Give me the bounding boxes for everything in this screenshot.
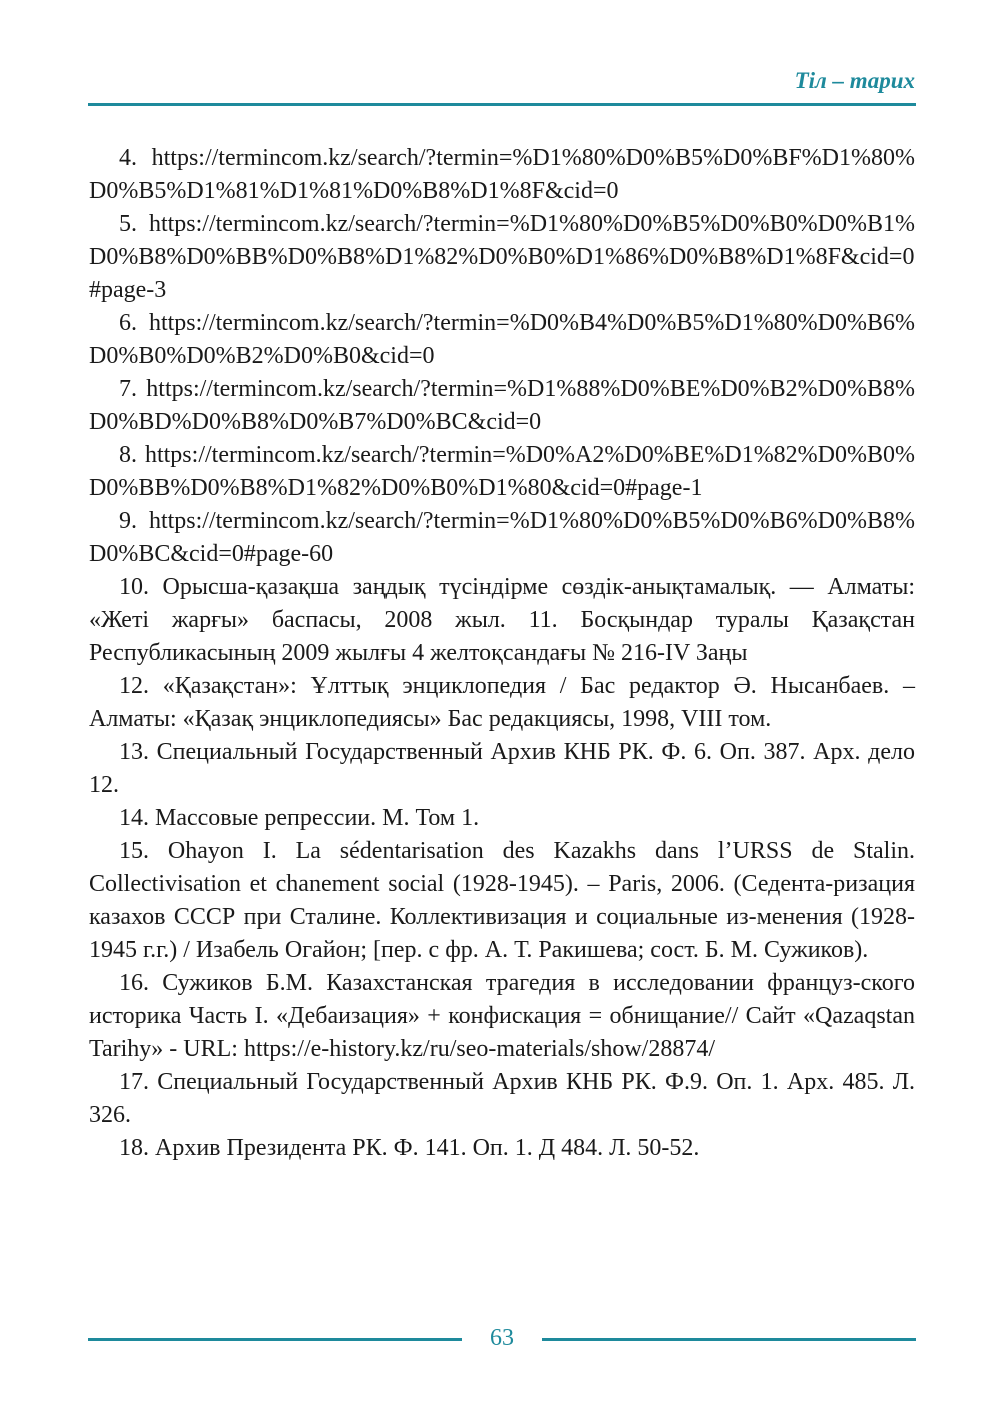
reference-item-18: 18. Архив Президента РК. Ф. 141. Оп. 1. Д 484. Л. 50-52. xyxy=(119,1135,700,1161)
reference-item-10: 10. Орысша-қазақша заңдық түсіндірме сөздік-анықтамалық. — Алматы: «Жеті жарғы» баспасы, 2008 жыл. 11. Босқындар туралы Қазақстан Республикасының 2009 жылғы 4 желтоқсандағы № 216-IV Заңы xyxy=(89,574,915,666)
reference-list xyxy=(89,142,915,1165)
reference-item-12: 12. «Қазақстан»: Ұлттық энциклопедия / Бас редактор Ә. Нысанбаев. – Алматы: «Қазақ энциклопедиясы» Бас редакциясы, 1998, VIII том. xyxy=(89,673,915,732)
footer-divider-right xyxy=(542,1338,916,1341)
reference-item-8: 8. https://termincom.kz/search/?termin=%D0%A2%D0%BE%D1%82%D0%B0%D0%BB%D0%B8%D1%82%D0%B0%D1%80&cid=0#page-1 xyxy=(89,442,915,501)
reference-item-17: 17. Специальный Государственный Архив КНБ РК. Ф.9. Оп. 1. Арх. 485. Л. 326. xyxy=(89,1069,915,1128)
reference-item-4: 4. https://termincom.kz/search/?termin=%D1%80%D0%B5%D0%BF%D1%80%D0%B5%D1%81%D1%81%D0%B8%D1%8F&cid=0 xyxy=(89,145,915,204)
reference-item-13: 13. Специальный Государственный Архив КНБ РК. Ф. 6. Оп. 387. Арх. дело 12. xyxy=(89,739,915,798)
reference-item-5: 5. https://termincom.kz/search/?termin=%D1%80%D0%B5%D0%B0%D0%B1%D0%B8%D0%BB%D0%B8%D1%82%D0%B0%D1%86%D0%B8%D1%8F&cid=0#page-3 xyxy=(89,211,915,303)
reference-item-14: 14. Массовые репрессии. М. Том 1. xyxy=(119,805,480,831)
header-divider xyxy=(88,103,916,106)
reference-item-6: 6. https://termincom.kz/search/?termin=%D0%B4%D0%B5%D1%80%D0%B6%D0%B0%D0%B2%D0%B0&cid=0 xyxy=(89,310,915,369)
reference-item-16: 16. Сужиков Б.М. Казахстанская трагедия в исследовании француз-ского историка Часть I. «Дебаизация» + конфискация = обнищание// Сайт «Qazaqstan Tarihy» - URL: https://e-history.kz/ru/seo-materials/show/28874/ xyxy=(89,970,915,1062)
page-number: 63 xyxy=(490,1325,514,1351)
reference-item-9: 9. https://termincom.kz/search/?termin=%D1%80%D0%B5%D0%B6%D0%B8%D0%BC&cid=0#page-60 xyxy=(89,508,915,567)
footer-divider-left xyxy=(88,1338,462,1341)
header-title: Тіл – тарих xyxy=(794,68,915,93)
reference-item-15: 15. Ohayon I. La sédentarisation des Kazakhs dans l’URSS de Stalin. Collectivisation et chanement social (1928-1945). – Paris, 2006. (Седента-ризация казахов СССР при Сталине. Коллективизация и социальные из-менения (1928-1945 г.г.) / Изабель Огайон; [пер. с фр. А. Т. Ракишева; сост. Б. М. Сужиков). xyxy=(89,838,915,963)
reference-item-7: 7. https://termincom.kz/search/?termin=%D1%88%D0%BE%D0%B2%D0%B8%D0%BD%D0%B8%D0%B7%D0%BC&cid=0 xyxy=(89,376,915,435)
